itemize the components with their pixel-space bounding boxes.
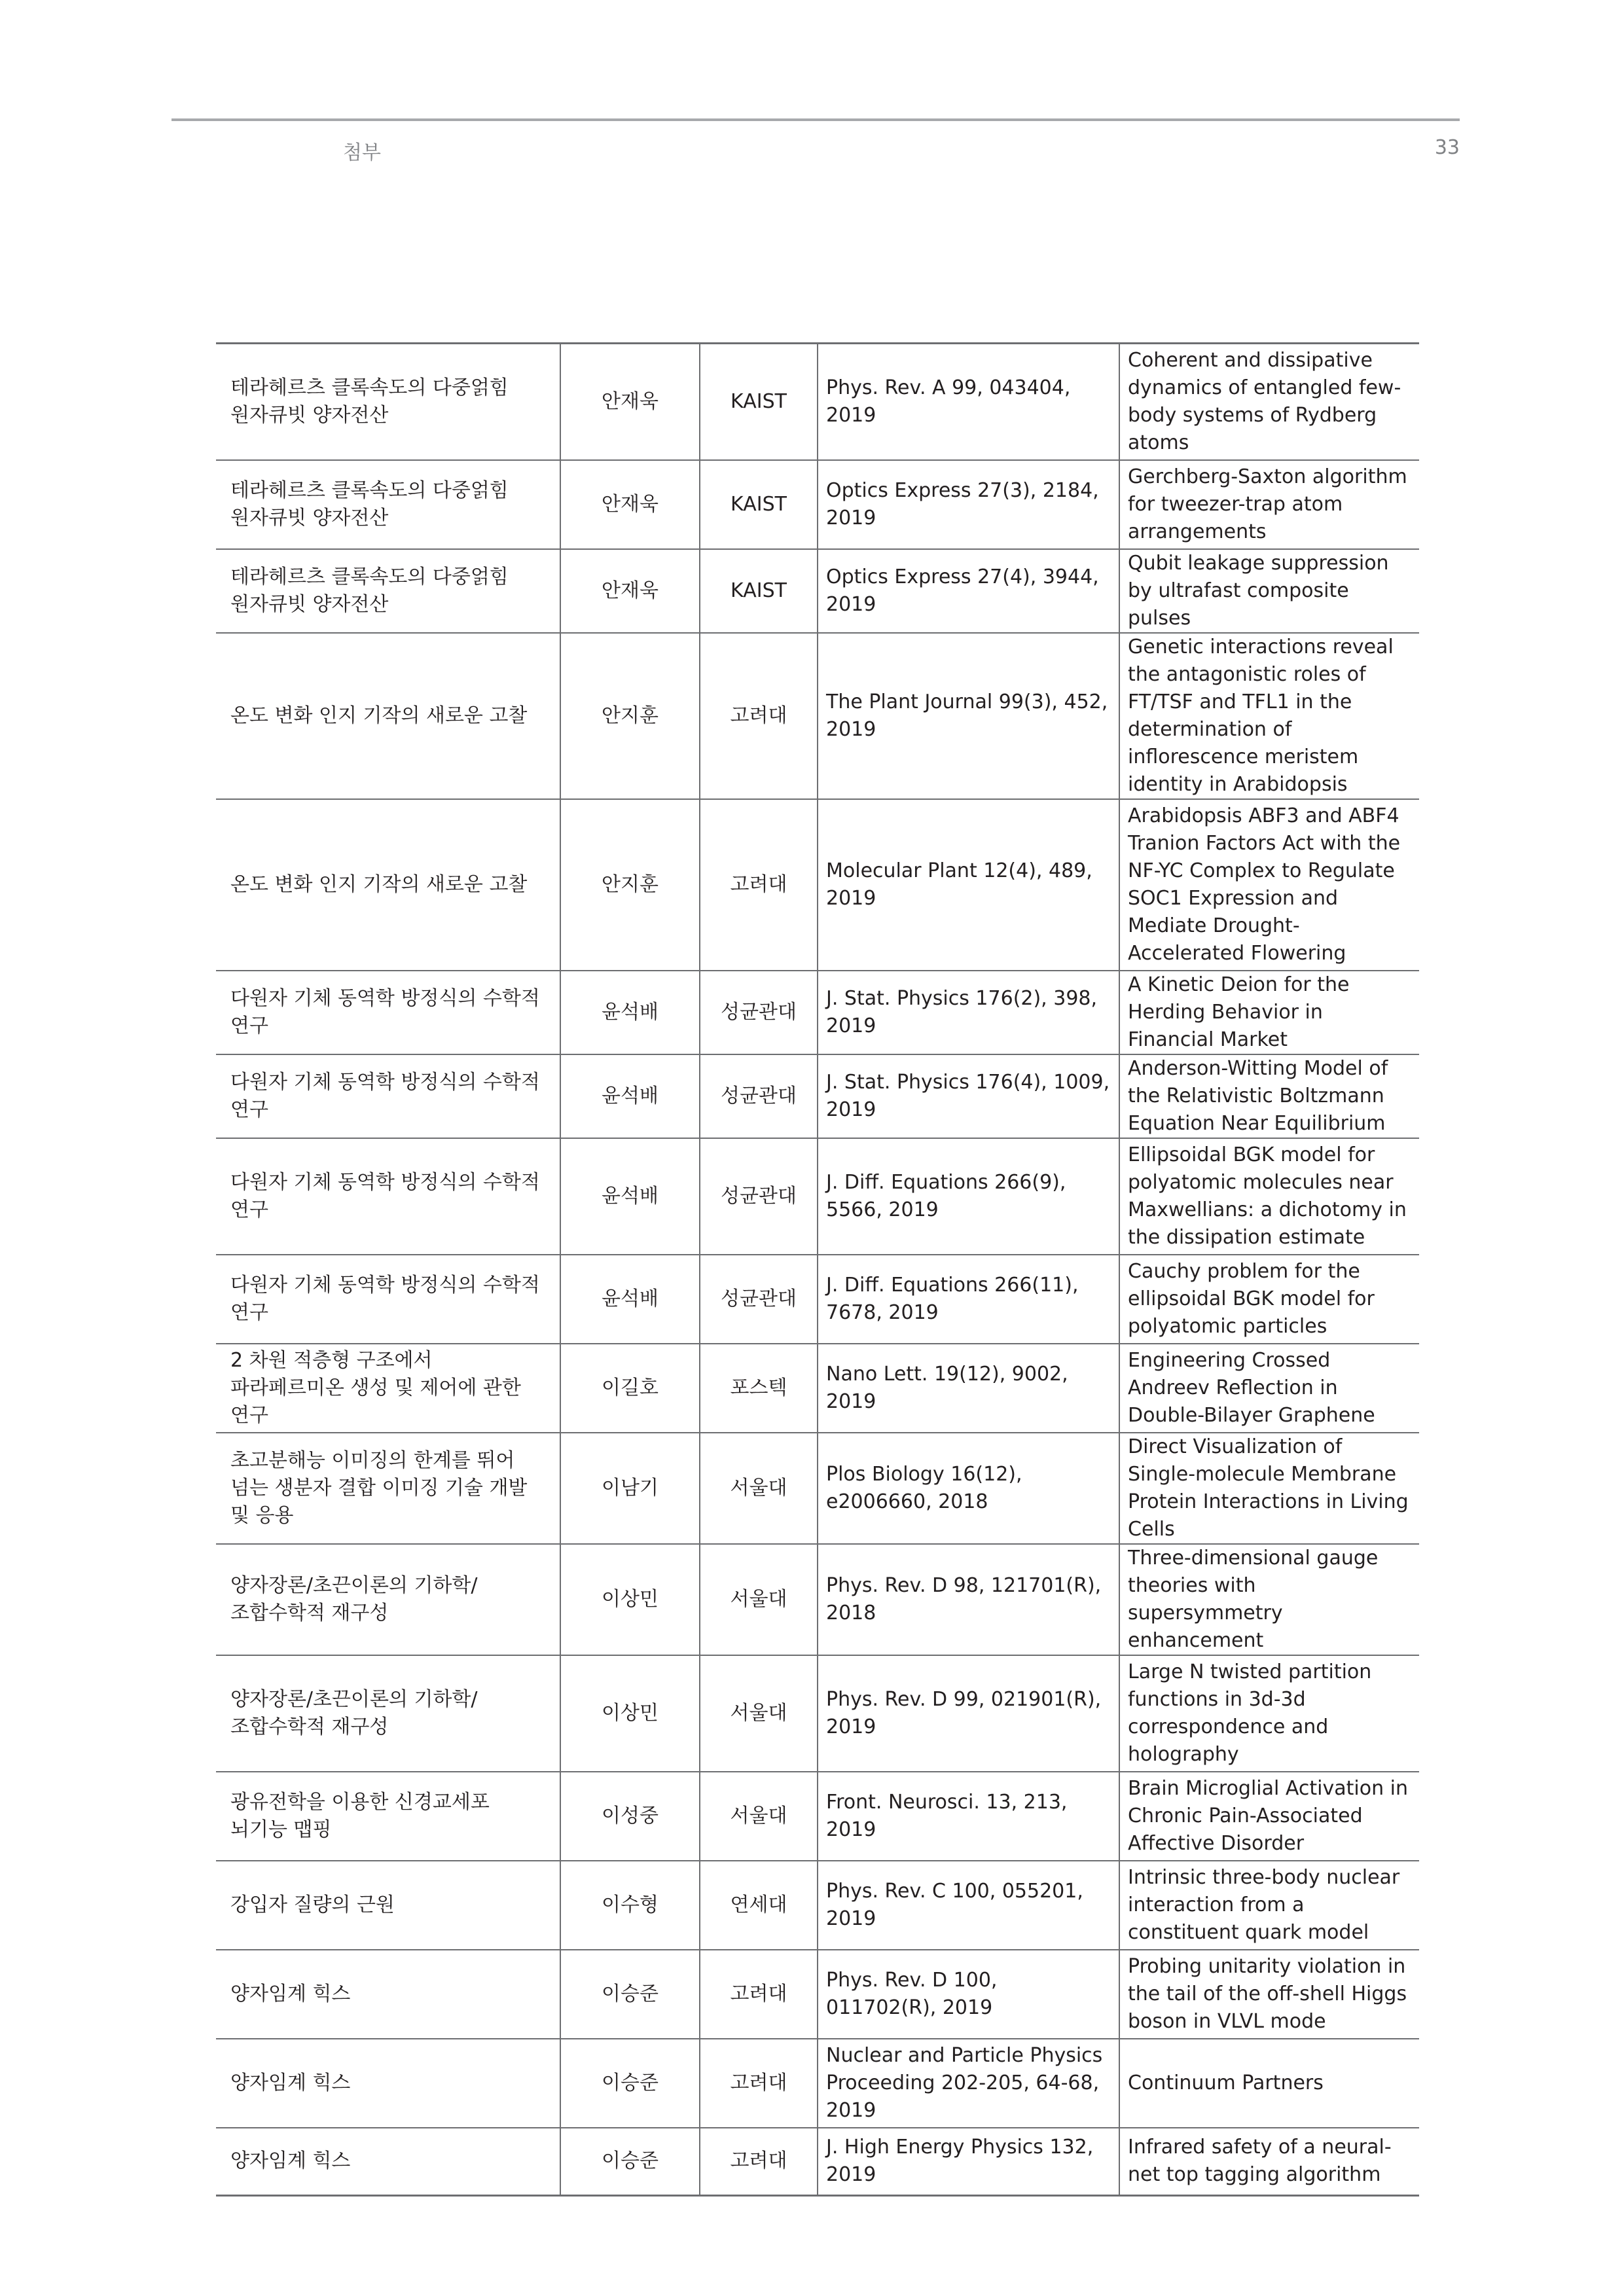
researcher-cell: 안재욱 (560, 460, 700, 549)
project-cell: 다원자 기체 동역학 방정식의 수학적 연구 (216, 1138, 560, 1255)
paper-title-cell: Intrinsic three-body nuclear interaction from a constituent quark model (1119, 1861, 1419, 1950)
paper-title-cell: Coherent and dissipative dynamics of entangled few-body systems of Rydberg atoms (1119, 344, 1419, 460)
project-cell: 강입자 질량의 근원 (216, 1861, 560, 1950)
paper-title-cell: Ellipsoidal BGK model for polyatomic molecules near Maxwellians: a dichotomy in the dissipation estimate (1119, 1138, 1419, 1255)
project-cell: 다원자 기체 동역학 방정식의 수학적 연구 (216, 1255, 560, 1344)
journal-cell: Phys. Rev. C 100, 055201, 2019 (818, 1861, 1119, 1950)
project-cell: 온도 변화 인지 기작의 새로운 고찰 (216, 633, 560, 799)
institution-cell: 고려대 (700, 633, 818, 799)
paper-title-cell: Genetic interactions reveal the antagonistic roles of FT/TSF and TFL1 in the determination of inflorescence meristem identity in Arabidopsis (1119, 633, 1419, 799)
journal-cell: Molecular Plant 12(4), 489, 2019 (818, 799, 1119, 971)
researcher-cell: 이승준 (560, 2128, 700, 2196)
project-cell: 온도 변화 인지 기작의 새로운 고찰 (216, 799, 560, 971)
table-row (216, 971, 1419, 1054)
researcher-cell: 이상민 (560, 1544, 700, 1655)
institution-cell: KAIST (700, 460, 818, 549)
institution-cell: 고려대 (700, 799, 818, 971)
table-row (216, 1772, 1419, 1861)
table-row (216, 1544, 1419, 1655)
project-cell: 양자장론/초끈이론의 기하학/ 조합수학적 재구성 (216, 1544, 560, 1655)
institution-cell: 성균관대 (700, 971, 818, 1054)
paper-title-cell: Brain Microglial Activation in Chronic Pain-Associated Affective Disorder (1119, 1772, 1419, 1861)
project-cell: 양자임계 힉스 (216, 2039, 560, 2128)
researcher-cell: 이남기 (560, 1433, 700, 1544)
journal-cell: Nuclear and Particle Physics Proceeding 202-205, 64-68, 2019 (818, 2039, 1119, 2128)
researcher-cell: 윤석배 (560, 1138, 700, 1255)
paper-title-cell: Anderson-Witting Model of the Relativistic Boltzmann Equation Near Equilibrium (1119, 1054, 1419, 1138)
project-cell: 광유전학을 이용한 신경교세포 뇌기능 맵핑 (216, 1772, 560, 1861)
researcher-cell: 윤석배 (560, 1054, 700, 1138)
table-row (216, 1950, 1419, 2039)
table-row (216, 1861, 1419, 1950)
paper-title-cell: Qubit leakage suppression by ultrafast composite pulses (1119, 549, 1419, 633)
researcher-cell: 윤석배 (560, 971, 700, 1054)
table-row (216, 633, 1419, 799)
journal-cell: Optics Express 27(3), 2184, 2019 (818, 460, 1119, 549)
project-cell: 2 차원 적층형 구조에서 파라페르미온 생성 및 제어에 관한 연구 (216, 1344, 560, 1433)
project-cell: 테라헤르츠 클록속도의 다중얽힘 원자큐빗 양자전산 (216, 460, 560, 549)
journal-cell: J. Stat. Physics 176(4), 1009, 2019 (818, 1054, 1119, 1138)
journal-cell: Phys. Rev. D 98, 121701(R), 2018 (818, 1544, 1119, 1655)
table-row (216, 2039, 1419, 2128)
journal-cell: J. Diff. Equations 266(11), 7678, 2019 (818, 1255, 1119, 1344)
paper-title-cell: Cauchy problem for the ellipsoidal BGK model for polyatomic particles (1119, 1255, 1419, 1344)
researcher-cell: 안재욱 (560, 549, 700, 633)
journal-cell: The Plant Journal 99(3), 452, 2019 (818, 633, 1119, 799)
researcher-cell: 안지훈 (560, 633, 700, 799)
journal-cell: Phys. Rev. D 99, 021901(R), 2019 (818, 1655, 1119, 1772)
table-row (216, 799, 1419, 971)
project-cell: 다원자 기체 동역학 방정식의 수학적 연구 (216, 1054, 560, 1138)
project-cell: 양자장론/초끈이론의 기하학/ 조합수학적 재구성 (216, 1655, 560, 1772)
section-title: 첨부 (343, 141, 381, 164)
journal-cell: Optics Express 27(4), 3944, 2019 (818, 549, 1119, 633)
institution-cell: 성균관대 (700, 1054, 818, 1138)
paper-title-cell: Three-dimensional gauge theories with supersymmetry enhancement (1119, 1544, 1419, 1655)
table-row (216, 344, 1419, 460)
institution-cell: 포스텍 (700, 1344, 818, 1433)
table-row (216, 1655, 1419, 1772)
institution-cell: 성균관대 (700, 1138, 818, 1255)
institution-cell: 성균관대 (700, 1255, 818, 1344)
table-row (216, 1344, 1419, 1433)
journal-cell: J. High Energy Physics 132, 2019 (818, 2128, 1119, 2196)
researcher-cell: 이길호 (560, 1344, 700, 1433)
researcher-cell: 이성중 (560, 1772, 700, 1861)
paper-title-cell: Large N twisted partition functions in 3d-3d correspondence and holography (1119, 1655, 1419, 1772)
journal-cell: Nano Lett. 19(12), 9002, 2019 (818, 1344, 1119, 1433)
paper-title-cell: Engineering Crossed Andreev Reflection in Double-Bilayer Graphene (1119, 1344, 1419, 1433)
institution-cell: 서울대 (700, 1433, 818, 1544)
project-cell: 테라헤르츠 클록속도의 다중얽힘 원자큐빗 양자전산 (216, 549, 560, 633)
project-cell: 초고분해능 이미징의 한계를 뛰어 넘는 생분자 결합 이미징 기술 개발 및 응용 (216, 1433, 560, 1544)
researcher-cell: 윤석배 (560, 1255, 700, 1344)
page-number: 33 (1434, 136, 1460, 159)
journal-cell: Front. Neurosci. 13, 213, 2019 (818, 1772, 1119, 1861)
institution-cell: 고려대 (700, 2128, 818, 2196)
paper-title-cell: Arabidopsis ABF3 and ABF4 Tranion Factors Act with the NF-YC Complex to Regulate SOC1 Expression and Mediate Drought-Accelerated Flowering (1119, 799, 1419, 971)
table-row (216, 549, 1419, 633)
journal-cell: Plos Biology 16(12), e2006660, 2018 (818, 1433, 1119, 1544)
header-rule (171, 118, 1460, 121)
paper-title-cell: Infrared safety of a neural-net top tagging algorithm (1119, 2128, 1419, 2196)
paper-title-cell: Gerchberg-Saxton algorithm for tweezer-trap atom arrangements (1119, 460, 1419, 549)
table-row (216, 1054, 1419, 1138)
journal-cell: J. Diff. Equations 266(9), 5566, 2019 (818, 1138, 1119, 1255)
table-row (216, 460, 1419, 549)
publications-table (216, 342, 1419, 2197)
institution-cell: KAIST (700, 549, 818, 633)
paper-title-cell: Probing unitarity violation in the tail of the off-shell Higgs boson in VLVL mode (1119, 1950, 1419, 2039)
table-row (216, 1138, 1419, 1255)
researcher-cell: 이승준 (560, 2039, 700, 2128)
journal-cell: Phys. Rev. A 99, 043404, 2019 (818, 344, 1119, 460)
researcher-cell: 안지훈 (560, 799, 700, 971)
project-cell: 양자임계 힉스 (216, 1950, 560, 2039)
institution-cell: 고려대 (700, 2039, 818, 2128)
researcher-cell: 이승준 (560, 1950, 700, 2039)
paper-title-cell: Continuum Partners (1119, 2039, 1419, 2128)
researcher-cell: 이상민 (560, 1655, 700, 1772)
institution-cell: KAIST (700, 344, 818, 460)
journal-cell: Phys. Rev. D 100, 011702(R), 2019 (818, 1950, 1119, 2039)
institution-cell: 서울대 (700, 1544, 818, 1655)
institution-cell: 서울대 (700, 1772, 818, 1861)
publications-table-body (216, 344, 1419, 2196)
paper-title-cell: A Kinetic Deion for the Herding Behavior in Financial Market (1119, 971, 1419, 1054)
journal-cell: J. Stat. Physics 176(2), 398, 2019 (818, 971, 1119, 1054)
institution-cell: 서울대 (700, 1655, 818, 1772)
project-cell: 양자임계 힉스 (216, 2128, 560, 2196)
institution-cell: 연세대 (700, 1861, 818, 1950)
researcher-cell: 안재욱 (560, 344, 700, 460)
institution-cell: 고려대 (700, 1950, 818, 2039)
table-row (216, 2128, 1419, 2196)
project-cell: 테라헤르츠 클록속도의 다중얽힘 원자큐빗 양자전산 (216, 344, 560, 460)
project-cell: 다원자 기체 동역학 방정식의 수학적 연구 (216, 971, 560, 1054)
paper-title-cell: Direct Visualization of Single-molecule Membrane Protein Interactions in Living Cells (1119, 1433, 1419, 1544)
table-row (216, 1433, 1419, 1544)
researcher-cell: 이수형 (560, 1861, 700, 1950)
table-row (216, 1255, 1419, 1344)
